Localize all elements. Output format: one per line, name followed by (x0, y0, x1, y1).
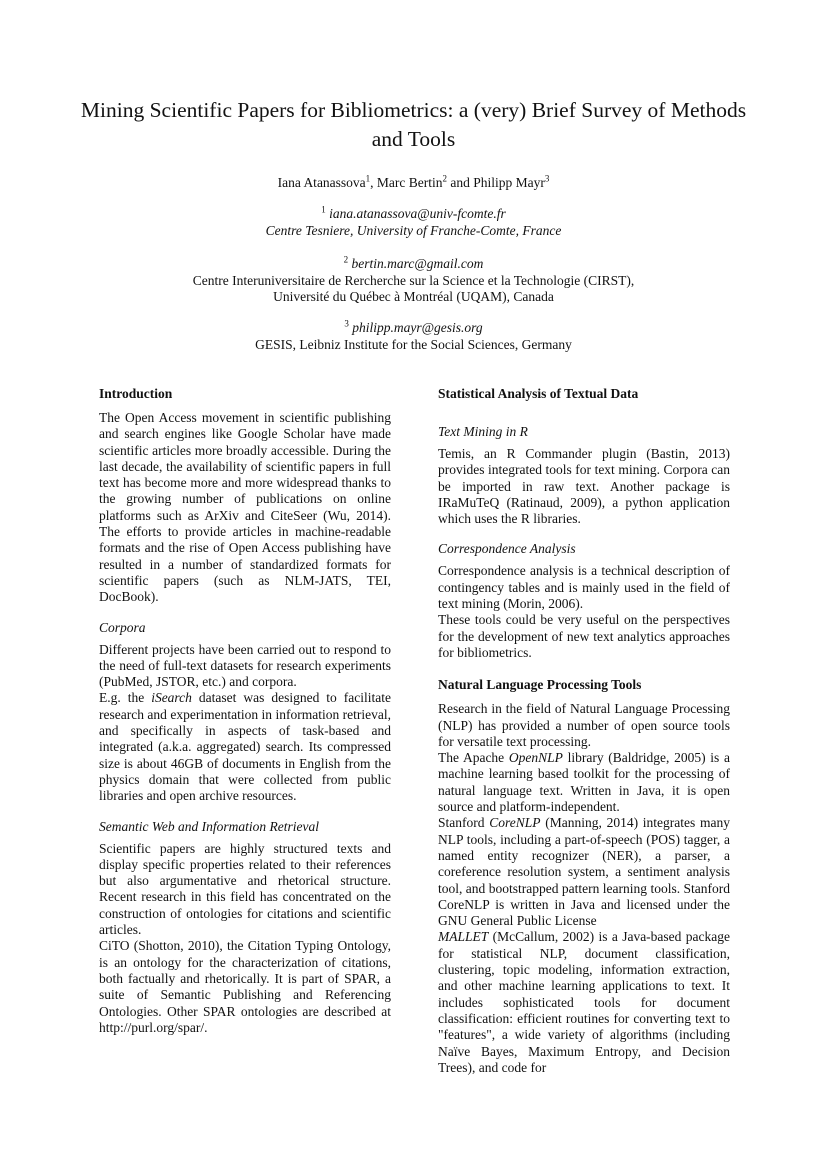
emphasis: iSearch (151, 690, 192, 706)
affiliation-email: philipp.mayr@gesis.org (352, 320, 483, 335)
paragraph: The Apache OpenNLP library (Baldridge, 2005) is a machine learning based toolkit for the processing of natural language text. Written in Java, it is open source and platform-independent. (438, 750, 730, 815)
affiliation-superscript: 3 (344, 318, 349, 329)
paragraph: MALLET (McCallum, 2002) is a Java-based package for statistical NLP, document classification, clustering, topic modeling, information extraction, and other machine learning applications to text. It includes sophisticated tools for document classification: efficient routines for converting text to "features", a wide variety of algorithms (including Naïve Bayes, Maximum Entropy, and Decision Trees), and code for (438, 929, 730, 1075)
affiliation-line: Centre Interuniversitaire de Rercherche sur la Science et la Technologie (CIRST), (192, 272, 635, 288)
affiliation-1 (60, 206, 767, 239)
affiliation-email: bertin.marc@gmail.com (351, 256, 484, 271)
author-name: Iana Atanassova (277, 175, 366, 190)
paragraph: Research in the field of Natural Language Processing (NLP) has provided a number of open source tools for versatile text processing. (438, 701, 730, 749)
subsection-heading-text-mining: Text Mining in R (438, 424, 528, 439)
author-superscript: 1 (365, 173, 371, 184)
author-name: Marc Bertin (376, 175, 443, 190)
emphasis: CoreNLP (489, 815, 541, 831)
author-name: Philipp Mayr (473, 175, 545, 190)
subsection-heading-corpora: Corpora (99, 619, 146, 635)
author-separator: and (447, 175, 474, 190)
author-superscript: 2 (442, 173, 448, 184)
affiliation-superscript: 2 (343, 254, 349, 265)
emphasis: MALLET (438, 929, 489, 945)
paragraph: Correspondence analysis is a technical description of contingency tables and is mainly used in the field of text mining (Morin, 2006). (438, 563, 730, 612)
affiliation-line: Université du Québec à Montréal (UQAM), Canada (273, 289, 554, 304)
author-separator: , (370, 175, 377, 190)
paragraph: Different projects have been carried out to respond to the need of full-text datasets for research experiments (PubMed, JSTOR, etc.) and corpora. (99, 641, 391, 690)
affiliation-2 (60, 256, 767, 306)
paper-title: Mining Scientific Papers for Bibliometrics: a (very) Brief Survey of Methods and Tools (80, 98, 747, 151)
left-column (99, 386, 391, 1036)
author-list (80, 174, 747, 191)
right-column (438, 386, 730, 1076)
section-heading-nlp-tools: Natural Language Processing Tools (438, 677, 642, 693)
subsection-heading-semantic-web: Semantic Web and Information Retrieval (99, 818, 319, 834)
author-superscript: 3 (544, 173, 550, 184)
affiliation-3 (60, 320, 767, 353)
affiliation-line: GESIS, Leibniz Institute for the Social Sciences, Germany (255, 336, 572, 352)
affiliation-superscript: 1 (321, 204, 326, 215)
affiliation-line: Centre Tesniere, University of Franche-Comte, France (265, 222, 562, 238)
section-heading-statistical-analysis: Statistical Analysis of Textual Data (438, 386, 639, 401)
paragraph: E.g. the iSearch dataset was designed to facilitate research and experimentation in information retrieval, and specifically in aspects of task-based and integrated (a.k.a. aggregated) search. Its compressed size is about 46GB of documents in English from the physics domain that were collected from public libraries and open archive resources. (99, 690, 391, 804)
affiliation-email: iana.atanassova@univ-fcomte.fr (329, 206, 506, 221)
subsection-heading-correspondence: Correspondence Analysis (438, 541, 576, 557)
paragraph: CiTO (Shotton, 2010), the Citation Typing Ontology, is an ontology for the characterization of citations, both factually and rhetorically. It is part of SPAR, a suite of Semantic Publishing and Referencing Ontologies. Other SPAR ontologies are described at http://purl.org/spar/. (99, 938, 391, 1035)
emphasis: OpenNLP (508, 750, 563, 766)
paragraph: Scientific papers are highly structured texts and display specific properties related to their references but also argumentative and rhetorical structure. Recent research in this field has concentrated on the construction of ontologies for citations and scientific articles. (99, 840, 391, 938)
paragraph: The Open Access movement in scientific publishing and search engines like Google Scholar have made scientific articles more broadly accessible. During the last decade, the availability of scientific papers in full text has become more and more widespread thanks to the growing number of publications on online platforms such as ArXiv and CiteSeer (Wu, 2014). The efforts to provide articles in machine-readable formats and the rise of Open Access publishing have resulted in a number of standardized formats for scientific papers (such as NLM-JATS, TEI, DocBook). (99, 410, 391, 605)
paragraph: Temis, an R Commander plugin (Bastin, 2013) provides integrated tools for text mining. Corpora can be imported in raw text. Another package is IRaMuTeQ (Ratinaud, 2009), a python application which uses the R libraries. (438, 446, 730, 527)
paragraph: These tools could be very useful on the perspectives for the development of new text analytics approaches for bibliometrics. (438, 612, 730, 660)
paragraph: Stanford CoreNLP (Manning, 2014) integrates many NLP tools, including a part-of-speech (POS) tagger, a named entity recognizer (NER), a parser, a coreference resolution system, a sentiment analysis tool, and bootstrapped pattern learning tools. Stanford CoreNLP is written in Java and licensed under the GNU General Public License (438, 815, 730, 929)
section-heading-introduction: Introduction (99, 386, 173, 401)
